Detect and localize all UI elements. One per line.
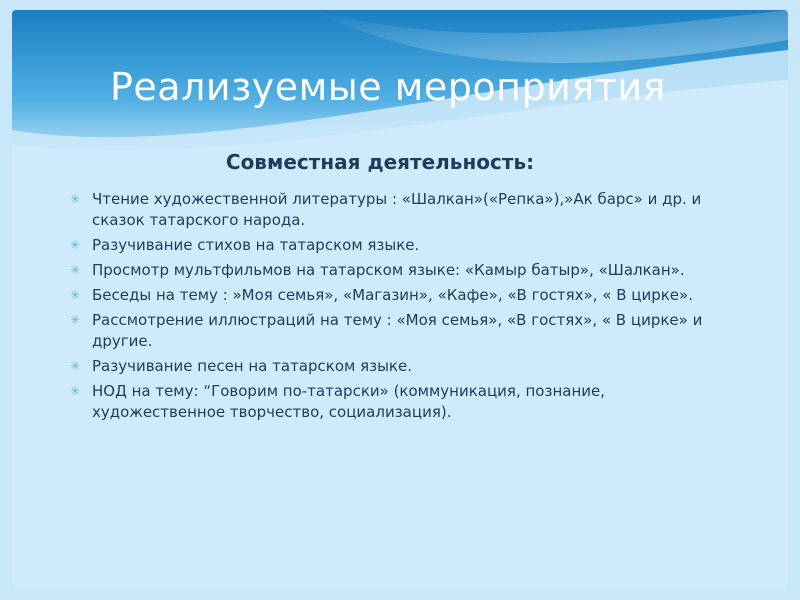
list-item-text: Беседы на тему : »Моя семья», «Магазин», «Кафе», «В гостях», « В цирке». [92,286,693,304]
list-item [70,356,710,377]
asterisk-bullet-icon: ✳ [70,238,81,252]
list-item [70,381,710,423]
list-item-text: Просмотр мультфильмов на татарском языке: «Камыр батыр», «Шалкан». [92,261,685,279]
asterisk-bullet-icon: ✳ [70,384,81,398]
asterisk-bullet-icon: ✳ [70,359,81,373]
slide-title: Реализуемые мероприятия [110,65,666,109]
asterisk-bullet-icon: ✳ [70,288,81,302]
asterisk-bullet-icon: ✳ [70,263,81,277]
list-item [70,189,710,231]
asterisk-bullet-icon: ✳ [70,313,81,327]
list-item-text: НОД на тему: “Говорим по-татарски» (коммуникация, познание, художественное творчество, социализация). [92,382,606,421]
list-item [70,235,710,256]
activities-list [70,189,710,427]
list-item-text: Разучивание песен на татарском языке. [92,357,412,375]
list-item-text: Чтение художественной литературы : «Шалкан»(«Репка»),»Ак барс» и др. и сказок татарского народа. [92,190,702,229]
list-item-text: Разучивание стихов на татарском языке. [92,236,420,254]
list-item [70,285,710,306]
list-item-text: Рассмотрение иллюстраций на тему : «Моя семья», «В гостях», « В цирке» и другие. [92,311,703,350]
list-item [70,260,710,281]
asterisk-bullet-icon: ✳ [70,192,81,206]
list-item [70,310,710,352]
slide-subtitle: Совместная деятельность: [225,150,535,174]
